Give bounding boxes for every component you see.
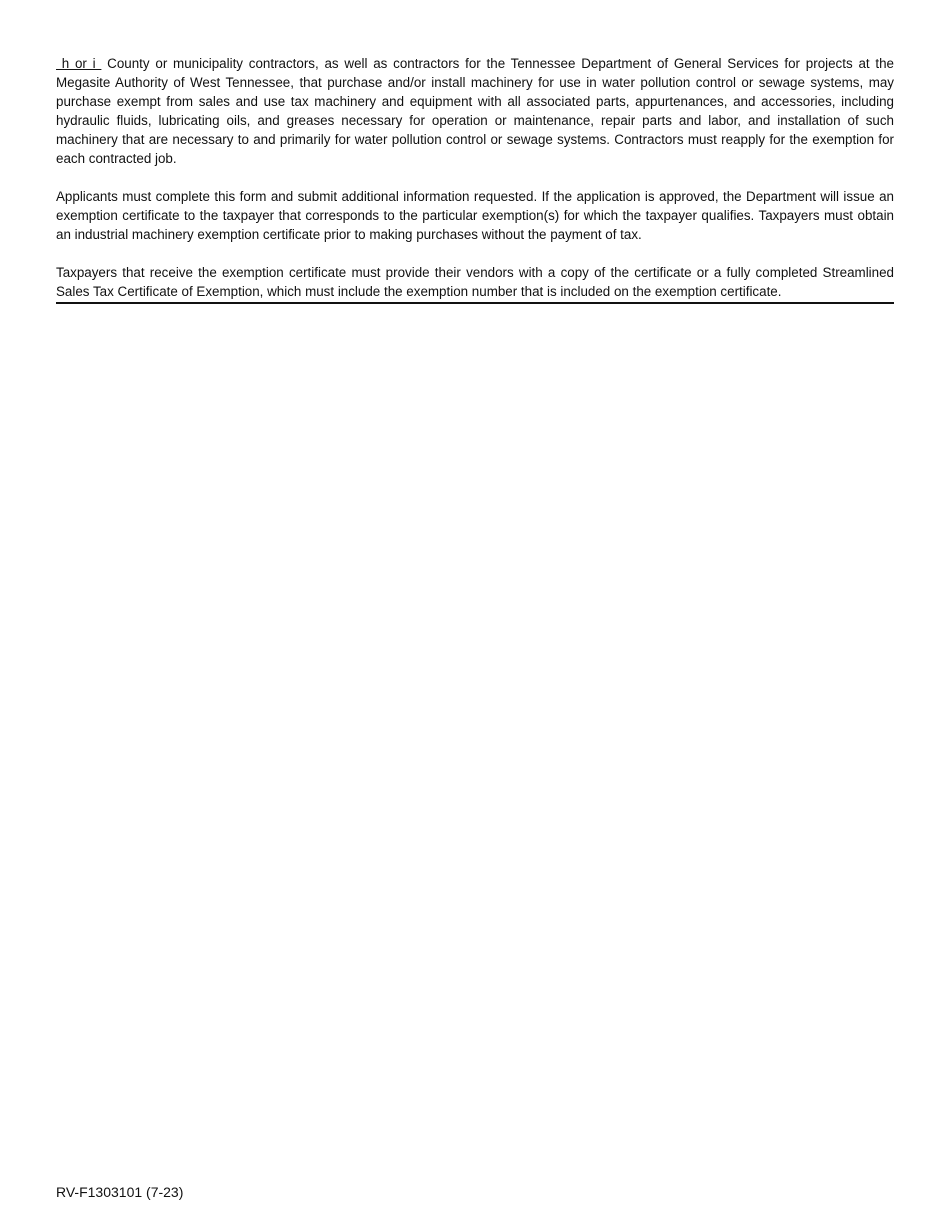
paragraph-certificate-use: Taxpayers that receive the exemption certificate must provide their vendors with a copy of the certificate or a fully completed Streamlined Sales Tax Certificate of Exemption, which must include the exemption number that is included on the exemption certificate. <box>56 263 894 304</box>
form-code: RV-F1303101 (7-23) <box>56 1184 184 1200</box>
document-body <box>56 54 894 304</box>
paragraph-exemption-h-or-i <box>56 54 894 168</box>
exemption-letter-marker: h or i <box>56 56 102 71</box>
paragraph-text: County or municipality contractors, as well as contractors for the Tennessee Department of General Services for projects at the Megasite Authority of West Tennessee, that purchase and/or install machinery for use in water pollution control or sewage systems, may purchase exempt from sales and use tax machinery and equipment with all associated parts, appurtenances, and accessories, including hydraulic fluids, lubricating oils, and greases necessary for operation or maintenance, repair parts and labor, and installation of such machinery that are necessary to and primarily for water pollution control or sewage systems. Contractors must reapply for the exemption for each contracted job. <box>56 56 894 166</box>
paragraph-application-process: Applicants must complete this form and submit additional information requested. If the application is approved, the Department will issue an exemption certificate to the taxpayer that corresponds to the particular exemption(s) for which the taxpayer qualifies. Taxpayers must obtain an industrial machinery exemption certificate prior to making purchases without the payment of tax. <box>56 189 894 242</box>
